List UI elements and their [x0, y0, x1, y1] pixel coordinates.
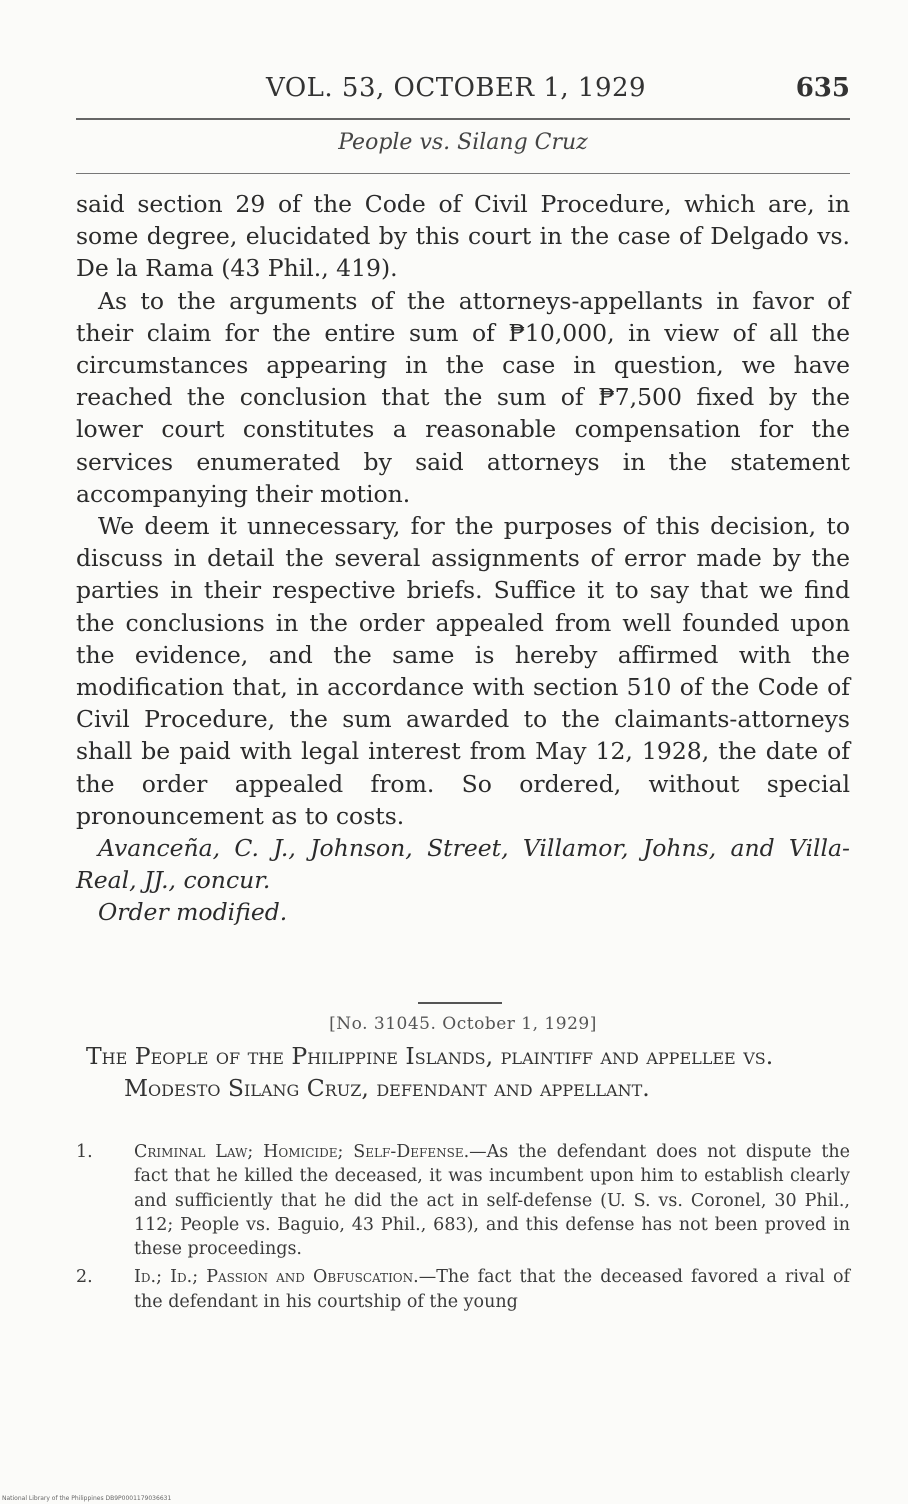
disposition: Order modified. [98, 898, 288, 927]
page-number: 635 [795, 73, 850, 103]
syllabus-heading: Criminal Law; Homicide; Self-Defense. [134, 1142, 470, 1162]
syllabus-item [76, 1265, 850, 1314]
running-head [76, 73, 850, 113]
paragraph-1: said section 29 of the Code of Civil Procedure, which are, in some degree, elucidated by this court in the case of Delgado vs. De la Rama (43 Phil., 419). [76, 190, 850, 283]
volume-date: VOL. 53, OCTOBER 1, 1929 [266, 73, 647, 103]
syllabus-text: —As the defendant does not dispute the fact that he killed the deceased, it was incumbent upon him to establish clearly and sufficiently that he did the act in self-defense (U. S. vs. Coronel, 30 Phil., 112; People vs. Baguio, 43 Phil., 683), and this defense has not been proved in these proceedings. [134, 1142, 850, 1260]
syllabus-number: 2. [76, 1267, 93, 1288]
case-number: [No. 31045. October 1, 1929] [329, 1014, 597, 1034]
paragraph-2: As to the arguments of the attorneys-appellants in favor of their claim for the entire sum of ₱10,000, in view of all the circumstances appearing in the case in question, we have reached the conclusion that the sum of ₱7,500 fixed by the lower court constitutes a reasonable compensation for the services enumerated by said attorneys in the statement accompanying their motion. [76, 286, 850, 508]
syllabus-number: 1. [76, 1142, 93, 1162]
syllabus-item [76, 1140, 850, 1261]
syllabus [76, 1140, 850, 1318]
library-watermark: National Library of the Philippines DB9P0001179036631 [2, 1495, 172, 1502]
case-divider [418, 1002, 502, 1004]
header-rule-lower [76, 173, 850, 174]
header-rule [76, 118, 850, 120]
syllabus-heading: Id.; Id.; Passion and Obfuscation. [134, 1267, 419, 1288]
concurrence: Avanceña, C. J., Johnson, Street, Villamor, Johns, and Villa-Real, JJ., concur. [76, 834, 850, 895]
opinion-body [76, 188, 850, 929]
case-title: People vs. Silang Cruz [338, 130, 588, 155]
syllabus-text: —The fact that the deceased favored a rival of the defendant in his courtship of the young [134, 1267, 851, 1312]
paragraph-3: We deem it unnecessary, for the purposes of this decision, to discuss in detail the several assignments of error made by the parties in their respective briefs. Suffice it to say that we find the conclusions in the order appealed from well founded upon the evidence, and the same is hereby affirmed with the modification that, in accordance with section 510 of the Code of Civil Procedure, the sum awarded to the claimants-attorneys shall be paid with legal interest from May 12, 1928, the date of the order appealed from. So ordered, without special pronouncement as to costs. [76, 512, 850, 830]
case-parties: The People of the Philippine Islands, plaintiff and appellee vs. Modesto Silang Cruz, defendant and appellant. [86, 1042, 774, 1102]
